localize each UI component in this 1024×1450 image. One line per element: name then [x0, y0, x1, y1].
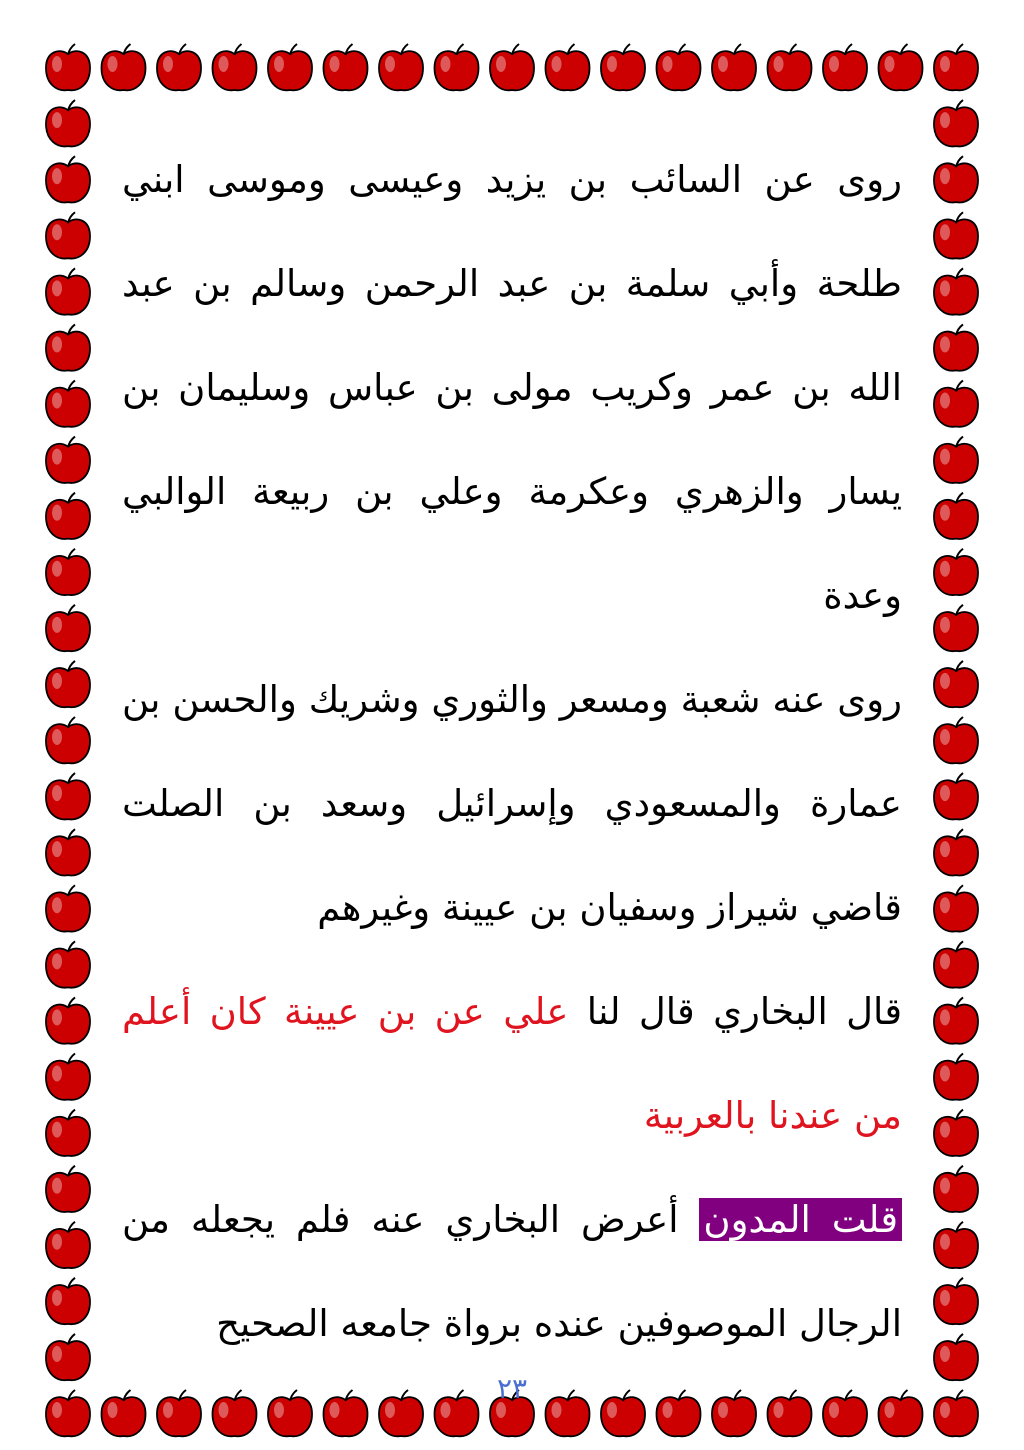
- paragraph-author-note: [122, 1168, 902, 1376]
- apple-icon: [934, 885, 978, 931]
- apple-icon: [157, 44, 201, 90]
- paragraph-narrators-from: روى عن السائب بن يزيد وعيسى وموسى ابني طلحة وأبي سلمة بن عبد الرحمن وسالم بن عبد الله بن عمر وكريب مولى بن عباس وسليمان بن يسار والزهري وعكرمة وعلي بن ربيعة الوالبي وعدة: [122, 158, 902, 617]
- apple-icon: [490, 44, 534, 90]
- apple-icon: [46, 717, 90, 763]
- apple-icon: [934, 829, 978, 875]
- apple-icon: [823, 44, 867, 90]
- apple-icon: [934, 1278, 978, 1324]
- highlighted-label: قلت المدون: [699, 1198, 902, 1241]
- apple-icon: [46, 941, 90, 987]
- apple-icon: [934, 1222, 978, 1268]
- apple-icon: [46, 997, 90, 1043]
- main-content: [122, 128, 902, 1376]
- apple-icon: [768, 44, 812, 90]
- apple-icon: [46, 493, 90, 539]
- apple-icon: [934, 549, 978, 595]
- apple-icon: [46, 324, 90, 370]
- apple-icon: [934, 100, 978, 146]
- apple-icon: [46, 100, 90, 146]
- apple-icon: [46, 1054, 90, 1100]
- apple-icon: [46, 1110, 90, 1156]
- apple-icon: [379, 44, 423, 90]
- apple-icon: [46, 268, 90, 314]
- paragraph-narrators-to: روى عنه شعبة ومسعر والثوري وشريك والحسن بن عمارة والمسعودي وإسرائيل وسعد بن الصلت قاضي شيراز وسفيان بن عيينة وغيرهم: [122, 678, 902, 929]
- apple-icon: [934, 156, 978, 202]
- apple-icon: [934, 212, 978, 258]
- page-number: ٢٣: [496, 1372, 528, 1405]
- apple-icon: [46, 156, 90, 202]
- quote-intro: قال البخاري قال لنا: [586, 990, 903, 1033]
- apple-icon: [934, 268, 978, 314]
- apple-icon: [46, 885, 90, 931]
- apple-icon: [934, 493, 978, 539]
- apple-icon: [879, 44, 923, 90]
- apple-icon: [934, 773, 978, 819]
- apple-icon: [934, 605, 978, 651]
- apple-icon: [712, 44, 756, 90]
- apple-icon: [934, 1166, 978, 1212]
- apple-icon: [324, 44, 368, 90]
- apple-icon: [46, 1222, 90, 1268]
- paragraph-bukhari-quote: [122, 960, 902, 1168]
- apple-icon: [268, 44, 312, 90]
- apple-icon: [934, 324, 978, 370]
- apple-icon: [435, 44, 479, 90]
- apple-icon: [46, 381, 90, 427]
- apple-icon: [46, 1166, 90, 1212]
- apple-icon: [546, 44, 590, 90]
- apple-icon: [46, 1278, 90, 1324]
- apple-icon: [46, 437, 90, 483]
- apple-icon: [46, 605, 90, 651]
- apple-icon: [657, 44, 701, 90]
- apple-icon: [46, 212, 90, 258]
- apple-icon: [46, 44, 90, 90]
- apple-icon: [934, 1110, 978, 1156]
- apple-icon: [213, 44, 257, 90]
- apple-icon: [934, 1054, 978, 1100]
- quote-red-text: علي عن بن عيينة كان أعلم من عندنا بالعربية: [122, 990, 902, 1137]
- apple-icon: [46, 829, 90, 875]
- apple-icon: [934, 941, 978, 987]
- apple-icon: [46, 661, 90, 707]
- apple-icon: [601, 44, 645, 90]
- apple-icon: [46, 773, 90, 819]
- apple-icon: [934, 997, 978, 1043]
- apple-icon: [934, 661, 978, 707]
- apple-icon: [934, 717, 978, 763]
- apple-icon: [934, 44, 978, 90]
- apple-icon: [102, 44, 146, 90]
- apple-icon: [934, 437, 978, 483]
- author-note-text: أعرض البخاري عنه فلم يجعله من الرجال الموصوفين عنده برواة جامعه الصحيح: [122, 1198, 902, 1345]
- apple-icon: [934, 381, 978, 427]
- apple-icon: [46, 549, 90, 595]
